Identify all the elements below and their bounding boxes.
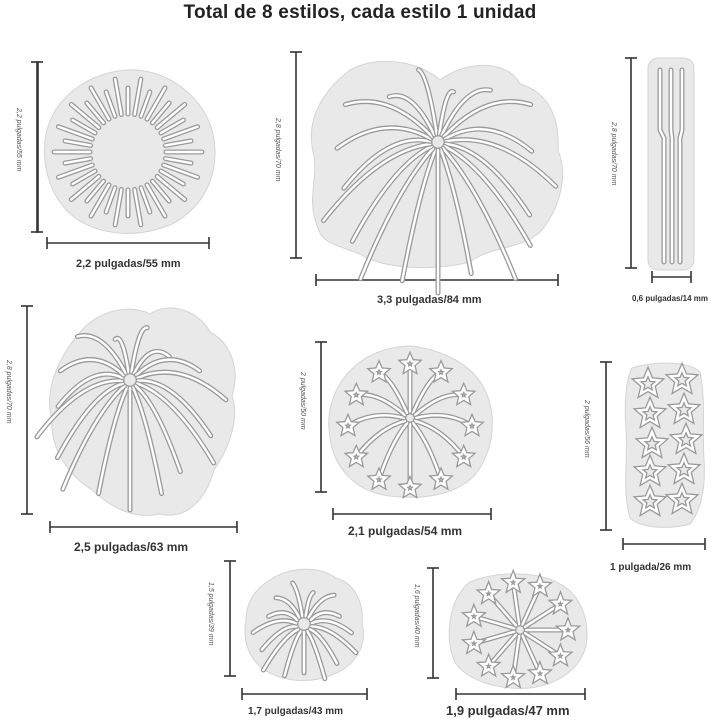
ray-disc-width-label: 2,2 pulgadas/55 mm xyxy=(76,258,181,270)
stars-width-label: 1 pulgada/26 mm xyxy=(610,562,692,573)
star-burst-height-label: 2 pulgadas/50 mm xyxy=(299,372,306,430)
strips-height-label: 2,8 pulgadas/70 mm xyxy=(610,122,617,186)
firework-large-height-label: 2,8 pulgadas/70 mm xyxy=(274,118,281,182)
star-explosion-height-label: 1,6 pulgadas/40 mm xyxy=(413,584,420,648)
firework-medium-width-label: 2,5 pulgadas/63 mm xyxy=(74,540,189,554)
page-title: Total de 8 estilos, cada estilo 1 unidad xyxy=(183,2,537,23)
ray-disc-height-label: 2,2 pulgadas/55 mm xyxy=(15,108,22,172)
firework-medium-height-label: 2,8 pulgadas/70 mm xyxy=(5,360,12,424)
firework-small-height-label: 1,5 pulgadas/39 mm xyxy=(207,582,214,646)
strips-width-label: 0,6 pulgadas/14 mm xyxy=(632,294,709,303)
firework-large-width-label: 3,3 pulgadas/84 mm xyxy=(377,294,482,306)
stars-height-label: 2 pulgadas/56 mm xyxy=(583,400,590,458)
star-explosion-width-label: 1,9 pulgadas/47 mm xyxy=(446,703,570,718)
star-burst-width-label: 2,1 pulgadas/54 mm xyxy=(348,524,463,538)
firework-small-width-label: 1,7 pulgadas/43 mm xyxy=(248,706,344,717)
